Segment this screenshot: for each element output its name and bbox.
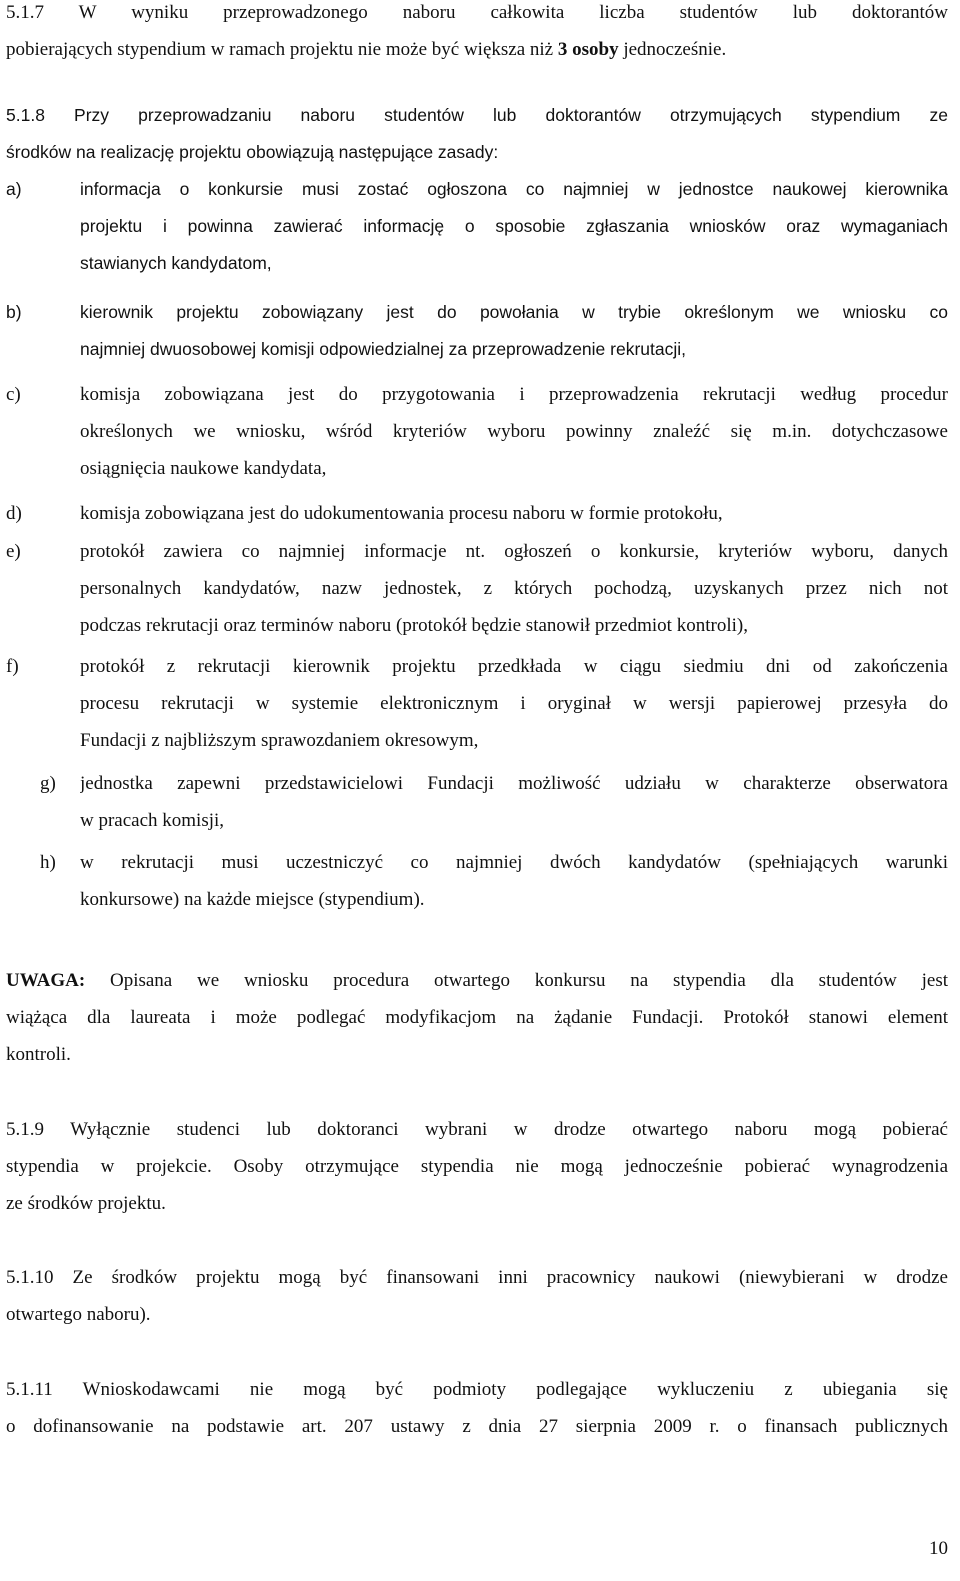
list-item-body [80,376,948,487]
list-marker: a) [6,179,22,199]
list-marker: e) [6,541,21,562]
text-line: 5.1.9 Wyłącznie studenci lub doktoranci wybrani w drodze otwartego naboru mogą pobierać [6,1119,948,1140]
text-line: 5.1.8 Przy przeprowadzaniu naboru studentów lub doktorantów otrzymujących stypendium ze [6,105,948,125]
list-marker: b) [6,302,22,322]
text-line [6,962,948,999]
section-5-1-8 [6,97,948,171]
text-line: środków na realizację projektu obowiązują następujące zasady: [6,142,499,162]
list-item-body [80,844,948,918]
text-line [6,31,948,68]
text-line: stawianych kandydatom, [80,253,272,273]
text-line: wiążąca dla laureata i może podlegać modyfikacjom na żądanie Fundacji. Protokół stanowi element [6,1007,948,1028]
text-line: określonych we wniosku, wśród kryteriów wyboru powinny znaleźć się m.in. dotychczasowe [80,421,948,442]
list-marker: f) [6,656,19,677]
text-line: procesu rekrutacji w systemie elektronicznym i oryginał w wersji papierowej przesyła do [80,693,948,714]
text-line: 5.1.7 W wyniku przeprowadzonego naboru całkowita liczba studentów lub doktorantów [6,2,948,23]
list-item-body [80,294,948,368]
list-marker: d) [6,503,22,524]
list-item-body [80,765,948,839]
text-line: o dofinansowanie na podstawie art. 207 ustawy z dnia 27 sierpnia 2009 r. o finansach publicznych [6,1416,948,1437]
text-line: w rekrutacji musi uczestniczyć co najmniej dwóch kandydatów (spełniających warunki [80,852,948,873]
text-line: najmniej dwuosobowej komisji odpowiedzialnej za przeprowadzenie rekrutacji, [80,339,687,359]
text-line: projektu i powinna zawierać informację o sposobie zgłaszania wniosków oraz wymaganiach [80,216,948,236]
page-number: 10 [929,1538,948,1559]
text-line: otwartego naboru). [6,1304,151,1325]
text-line: Fundacji z najbliższym sprawozdaniem okresowym, [80,730,479,751]
text-line: 5.1.10 Ze środków projektu mogą być finansowani inni pracownicy naukowi (niewybierani w drodze [6,1267,948,1288]
list-marker: c) [6,384,21,405]
text-line: komisja zobowiązana jest do udokumentowania procesu naboru w formie protokołu, [80,503,723,524]
text-line: informacja o konkursie musi zostać ogłoszona co najmniej w jednostce naukowej kierownika [80,179,948,199]
text-line: w pracach komisji, [80,810,225,831]
list-item-body [80,495,948,532]
text-line: osiągnięcia naukowe kandydata, [80,458,327,479]
text-run: jednocześnie. [618,39,727,60]
text-line: protokół z rekrutacji kierownik projektu przedkłada w ciągu siedmiu dni od zakończenia [80,656,948,677]
note-uwaga [6,962,948,1073]
text-line: konkursowe) na każde miejsce (stypendium). [80,889,425,910]
text-line: ze środków projektu. [6,1193,166,1214]
section-5-1-9 [6,1111,948,1222]
text-line: stypendia w projekcie. Osoby otrzymujące stypendia nie mogą jednocześnie pobierać wynagrodzenia [6,1156,948,1177]
text-line: podczas rekrutacji oraz terminów naboru (protokół będzie stanowił przedmiot kontroli), [80,615,748,636]
note-label: UWAGA: [6,970,86,991]
list-marker: h) [40,852,56,873]
section-5-1-7 [6,0,948,68]
list-item-body [80,171,948,282]
text-run: Opisana we wniosku procedura otwartego konkursu na stypendia dla studentów jest [85,970,948,991]
text-line: 5.1.11 Wnioskodawcami nie mogą być podmioty podlegające wykluczeniu z ubiegania się [6,1379,948,1400]
section-5-1-10 [6,1259,948,1333]
list-item-body [80,533,948,644]
text-run: pobierających stypendium w ramach projektu nie może być większa niż [6,39,554,60]
text-line: jednostka zapewni przedstawicielowi Fundacji możliwość udziału w charakterze obserwatora [80,773,948,794]
text-line: kierownik projektu zobowiązany jest do powołania w trybie określonym we wniosku co [80,302,948,322]
text-line: protokół zawiera co najmniej informacje nt. ogłoszeń o konkursie, kryteriów wyboru, danych [80,541,948,562]
list-item-body [80,648,948,759]
text-line: personalnych kandydatów, nazw jednostek, z których pochodzą, uzyskanych przez nich not [80,578,948,599]
bold-emphasis: 3 osoby [557,39,619,60]
list-marker: g) [40,773,56,794]
section-5-1-11 [6,1371,948,1445]
text-line: komisja zobowiązana jest do przygotowania i przeprowadzenia rekrutacji według procedur [80,384,948,405]
text-line: kontroli. [6,1044,71,1065]
